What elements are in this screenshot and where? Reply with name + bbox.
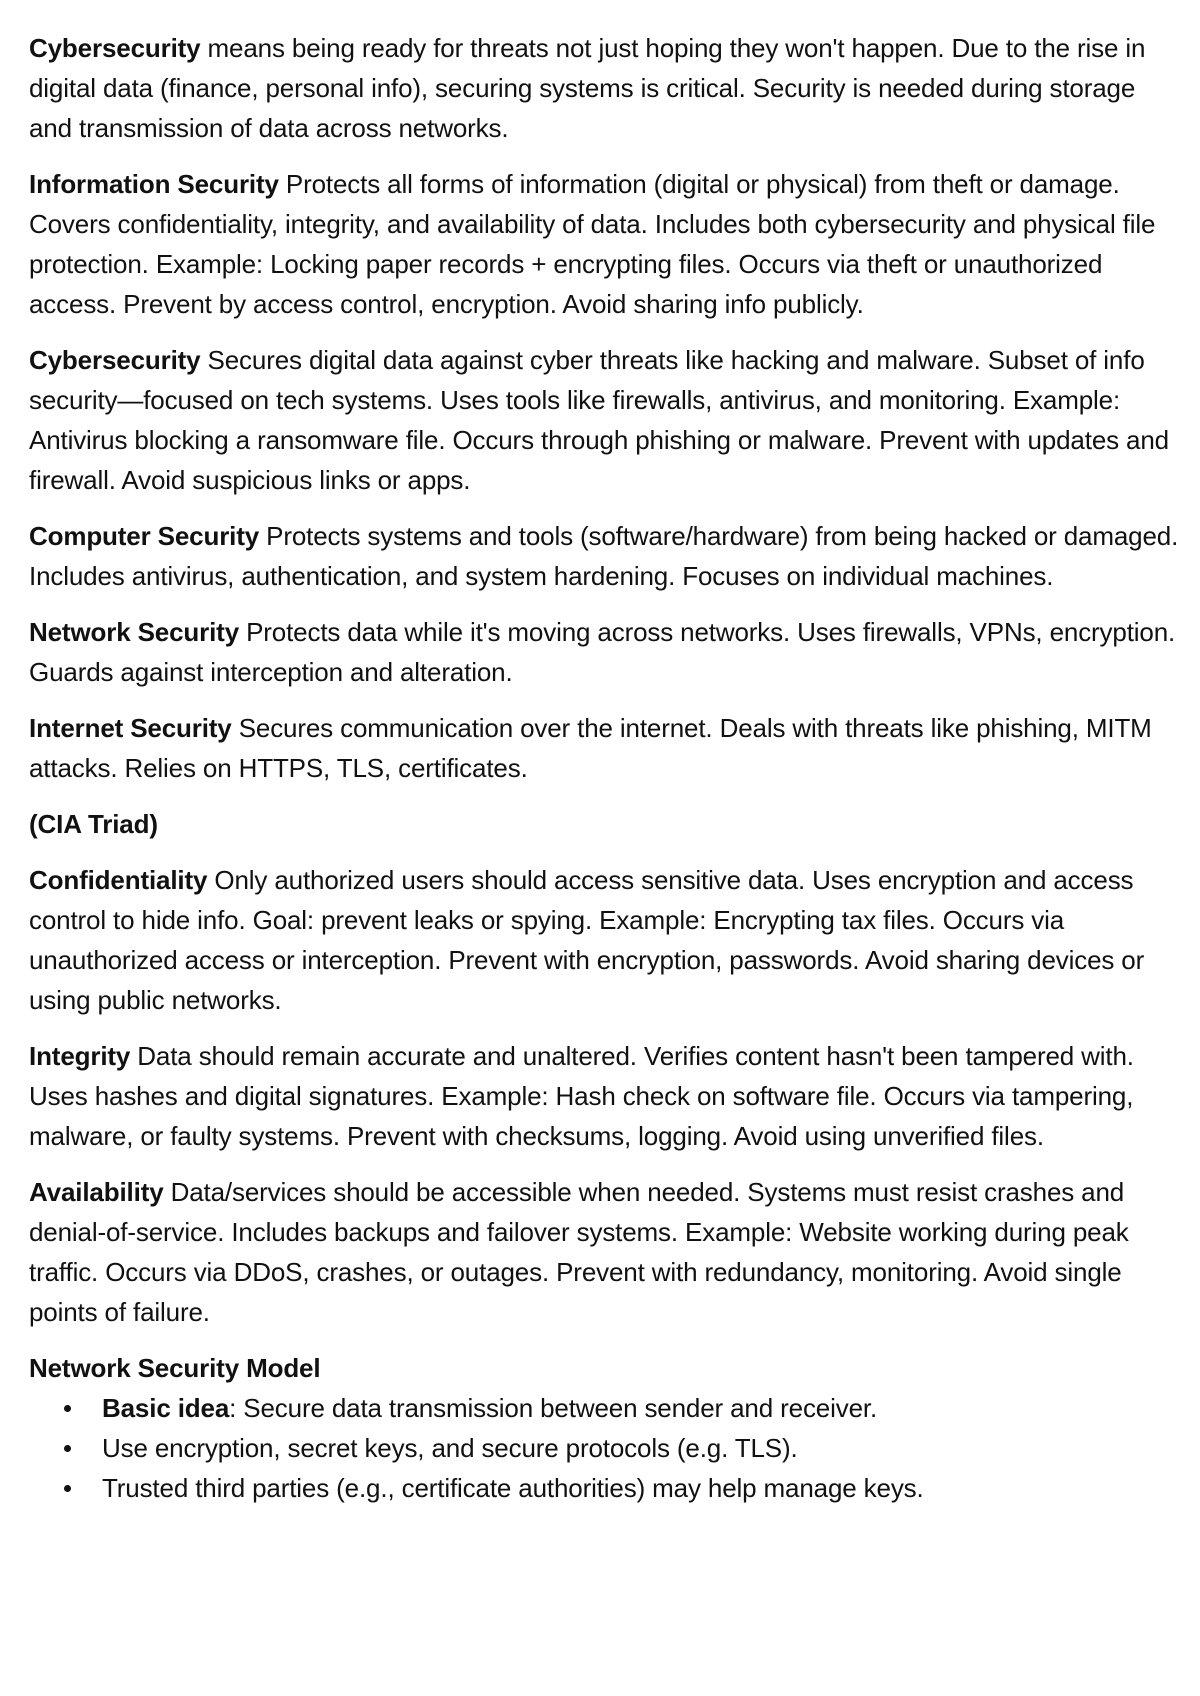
paragraph-cybersecurity xyxy=(29,340,1179,500)
paragraph-text: Secures communication over the internet. Deals with threats like phishing, MITM attacks. Relies on HTTPS, TLS, certificates. xyxy=(29,713,1152,783)
paragraph-text: Data/services should be accessible when needed. Systems must resist crashes and denial-of-service. Includes backups and failover systems. Example: Website working during peak traffic. Occurs via DDoS, crashes, or outages. Prevent with redundancy, monitoring. Avoid single points of failure. xyxy=(29,1177,1129,1327)
list-item xyxy=(29,1388,1179,1428)
paragraph-computer-security xyxy=(29,516,1179,596)
term-label: Network Security xyxy=(29,617,240,647)
document-page xyxy=(29,28,1179,1508)
term-label: Cybersecurity xyxy=(29,33,201,63)
list-item xyxy=(29,1428,1179,1468)
term-label: Basic idea xyxy=(102,1393,230,1423)
paragraph-internet-security xyxy=(29,708,1179,788)
paragraph-cybersecurity-intro xyxy=(29,28,1179,148)
bullet-dot-icon xyxy=(64,1485,71,1492)
paragraph-text: Secures digital data against cyber threats like hacking and malware. Subset of info security—focused on tech systems. Uses tools like firewalls, antivirus, and monitoring. Example: Antivirus blocking a ransomware file. Occurs through phishing or malware. Prevent with updates and firewall. Avoid suspicious links or apps. xyxy=(29,345,1169,495)
term-label: Information Security xyxy=(29,169,279,199)
term-label: Computer Security xyxy=(29,521,260,551)
list-item-text: : Secure data transmission between sender and receiver. xyxy=(229,1393,878,1423)
term-label: Availability xyxy=(29,1177,164,1207)
paragraph-integrity xyxy=(29,1036,1179,1156)
paragraph-text: Only authorized users should access sensitive data. Uses encryption and access control to hide info. Goal: prevent leaks or spying. Example: Encrypting tax files. Occurs via unauthorized access or interception. Prevent with encryption, passwords. Avoid sharing devices or using public networks. xyxy=(29,865,1145,1015)
paragraph-text: Protects data while it's moving across networks. Uses firewalls, VPNs, encryption. Guards against interception and alteration. xyxy=(29,617,1176,687)
term-label: Internet Security xyxy=(29,713,232,743)
bullet-dot-icon xyxy=(64,1405,71,1412)
list-item xyxy=(29,1468,1179,1508)
list-item-text: Trusted third parties (e.g., certificate authorities) may help manage keys. xyxy=(102,1473,924,1503)
paragraph-availability xyxy=(29,1172,1179,1332)
paragraph-confidentiality xyxy=(29,860,1179,1020)
list-item-text: Use encryption, secret keys, and secure protocols (e.g. TLS). xyxy=(102,1433,798,1463)
term-label: Confidentiality xyxy=(29,865,208,895)
paragraph-text: Protects systems and tools (software/hardware) from being hacked or damaged. Includes antivirus, authentication, and system hardening. Focuses on individual machines. xyxy=(29,521,1179,591)
paragraph-information-security xyxy=(29,164,1179,324)
term-label: Cybersecurity xyxy=(29,345,201,375)
paragraph-network-security xyxy=(29,612,1179,692)
paragraph-text: means being ready for threats not just hoping they won't happen. Due to the rise in digital data (finance, personal info), securing systems is critical. Security is needed during storage and transmission of data across networks. xyxy=(29,33,1146,143)
model-bullet-list xyxy=(29,1388,1179,1508)
paragraph-text: Protects all forms of information (digital or physical) from theft or damage. Covers confidentiality, integrity, and availability of data. Includes both cybersecurity and physical file protection. Example: Locking paper records + encrypting files. Occurs via theft or unauthorized access. Prevent by access control, encryption. Avoid sharing info publicly. xyxy=(29,169,1156,319)
paragraph-text: Data should remain accurate and unaltered. Verifies content hasn't been tampered with. Uses hashes and digital signatures. Example: Hash check on software file. Occurs via tampering, malware, or faulty systems. Prevent with checksums, logging. Avoid using unverified files. xyxy=(29,1041,1134,1151)
bullet-dot-icon xyxy=(64,1445,71,1452)
term-label: Integrity xyxy=(29,1041,131,1071)
cia-triad-heading: (CIA Triad) xyxy=(29,809,158,839)
network-security-model-heading: Network Security Model xyxy=(29,1353,321,1383)
